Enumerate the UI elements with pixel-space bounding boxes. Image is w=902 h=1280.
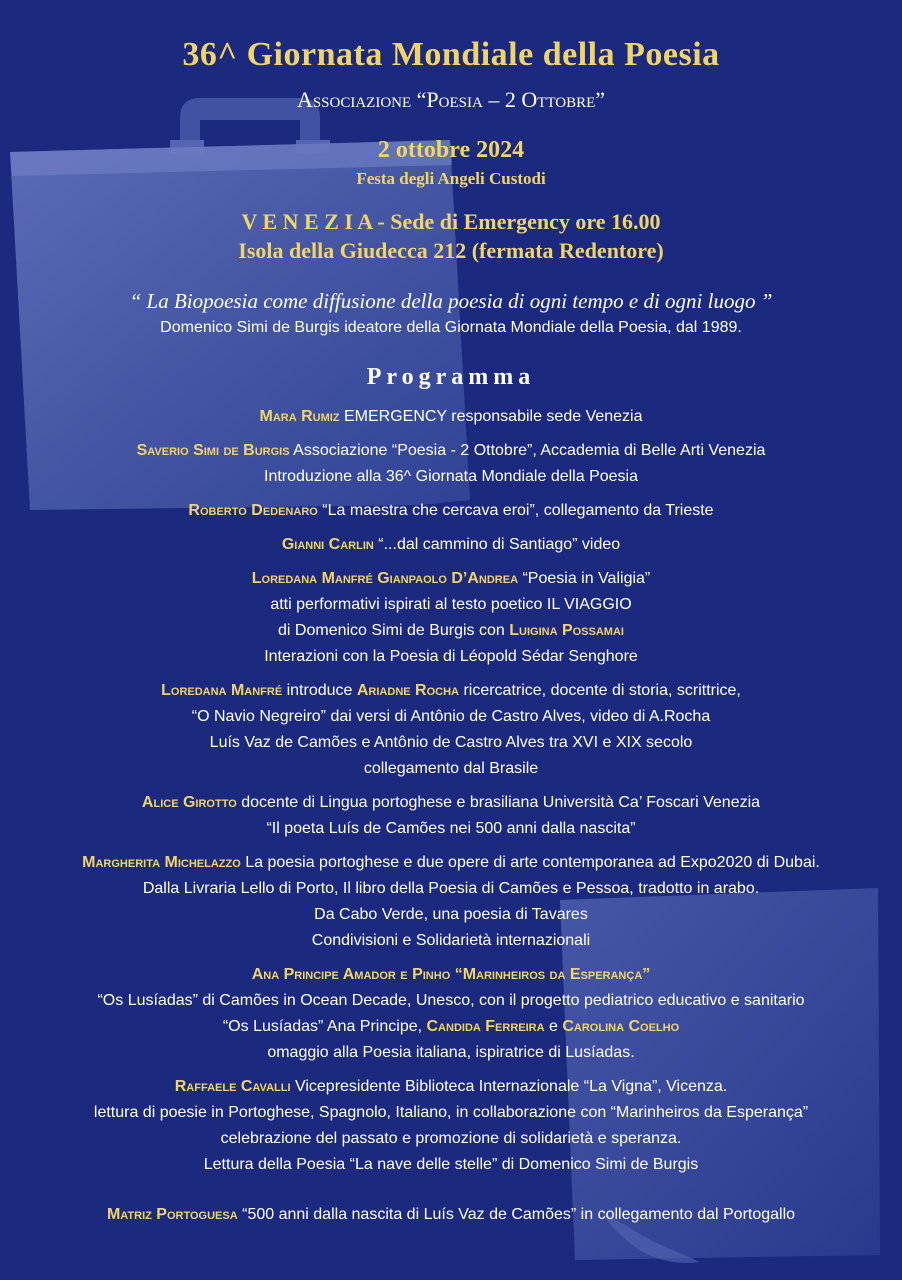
program-text: lettura di poesie in Portoghese, Spagnolo, Italiano, in collaborazione con “Marinheiros da Esperança” xyxy=(93,1104,809,1121)
association-name: Associazione “Poesia – 2 Ottobre” xyxy=(296,87,606,112)
program-line xyxy=(0,644,902,670)
program-text: La poesia portoghese e due opere di arte contemporanea ad Expo2020 di Dubai. xyxy=(240,854,820,871)
program-line xyxy=(0,790,902,816)
speaker-name: Matriz Portoguesa xyxy=(106,1206,238,1223)
ideator-credit: Domenico Simi de Burgis ideatore della Giornata Mondiale della Poesia, dal 1989. xyxy=(160,319,742,336)
venue-line-2: Isola della Giudecca 212 (fermata Redentore) xyxy=(238,238,664,263)
speaker-name: Carolina Coelho xyxy=(562,1018,680,1035)
program-line xyxy=(0,876,902,902)
program-text: Lettura della Poesia “La nave delle stelle” di Domenico Simi de Burgis xyxy=(203,1156,699,1173)
program-line xyxy=(0,1126,902,1152)
venue-line-1: V E N E Z I A - Sede di Emergency ore 16.00 xyxy=(241,209,661,234)
program-line xyxy=(0,756,902,782)
program-text: Da Cabo Verde, una poesia di Tavares xyxy=(314,906,588,923)
program-text: Luís Vaz de Camões e Antônio de Castro Alves tra XVI e XIX secolo xyxy=(209,734,693,751)
program-line xyxy=(0,404,902,430)
program-text: ricercatrice, docente di storia, scrittrice, xyxy=(459,682,741,699)
program-line xyxy=(0,1152,902,1178)
program-item xyxy=(0,962,902,1066)
speaker-name: Candida Ferreira xyxy=(426,1018,545,1035)
program-line xyxy=(0,1202,902,1228)
speaker-name: Alice Girotto xyxy=(141,794,237,811)
speaker-name: Loredana Manfré Gianpaolo D’Andrea xyxy=(251,570,519,587)
program-text: “Os Lusíadas” di Camões in Ocean Decade, Unesco, con il progetto pediatrico educativo e sanitario xyxy=(97,992,805,1009)
speaker-name: Ana Principe Amador e Pinho “Marinheiros da Esperança” xyxy=(251,966,651,983)
spacer xyxy=(0,1186,902,1202)
feast-name: Festa degli Angeli Custodi xyxy=(356,169,546,188)
program-item xyxy=(0,438,902,490)
program-text: collegamento dal Brasile xyxy=(363,760,539,777)
program-list xyxy=(0,404,902,1236)
program-line xyxy=(0,464,902,490)
event-title: 36^ Giornata Mondiale della Poesia xyxy=(182,36,720,73)
program-line xyxy=(0,850,902,876)
speaker-name: Luigina Possamai xyxy=(509,622,624,639)
program-text: atti performativi ispirati al testo poetico IL VIAGGIO xyxy=(270,596,632,613)
speaker-name: Gianni Carlin xyxy=(281,536,374,553)
program-item xyxy=(0,1074,902,1178)
program-text: “La maestra che cercava eroi”, collegamento da Trieste xyxy=(317,502,714,519)
program-text: Introduzione alla 36^ Giornata Mondiale della Poesia xyxy=(264,468,638,485)
program-line xyxy=(0,438,902,464)
speaker-name: Roberto Dedenaro xyxy=(188,502,318,519)
program-line xyxy=(0,566,902,592)
program-line xyxy=(0,532,902,558)
program-text: “Poesia in Valigia” xyxy=(518,570,651,587)
program-text: omaggio alla Poesia italiana, ispiratrice di Lusíadas. xyxy=(267,1044,635,1061)
program-line xyxy=(0,1040,902,1066)
speaker-name: Loredana Manfré xyxy=(161,682,283,699)
program-item xyxy=(0,498,902,524)
program-item xyxy=(0,566,902,670)
program-line xyxy=(0,618,902,644)
program-line xyxy=(0,498,902,524)
program-text: celebrazione del passato e promozione di solidarietà e speranza. xyxy=(220,1130,682,1147)
program-text: docente di Lingua portoghese e brasiliana Università Ca’ Foscari Venezia xyxy=(236,794,761,811)
program-text: “Os Lusíadas” Ana Principe, xyxy=(222,1018,427,1035)
program-line xyxy=(0,988,902,1014)
program-text: “500 anni dalla nascita di Luís Vaz de Camões” in collegamento dal Portogallo xyxy=(237,1206,796,1223)
program-item xyxy=(0,532,902,558)
program-text: introduce xyxy=(282,682,357,699)
speaker-name: Saverio Simi de Burgis xyxy=(136,442,290,459)
speaker-name: Raffaele Cavalli xyxy=(174,1078,291,1095)
program-line xyxy=(0,902,902,928)
program-line xyxy=(0,816,902,842)
motto-quote: “ La Biopoesia come diffusione della poesia di ogni tempo e di ogni luogo ” xyxy=(129,289,773,313)
program-text: Vicepresidente Biblioteca Internazionale “La Vigna”, Vicenza. xyxy=(290,1078,728,1095)
program-line xyxy=(0,928,902,954)
program-heading: Programma xyxy=(366,364,536,390)
speaker-name: Mara Rumiz xyxy=(259,408,340,425)
program-text: Associazione “Poesia - 2 Ottobre”, Accademia di Belle Arti Venezia xyxy=(289,442,766,459)
program-line xyxy=(0,678,902,704)
program-item xyxy=(0,790,902,842)
program-line xyxy=(0,592,902,618)
program-item xyxy=(0,678,902,782)
program-text: “Il poeta Luís de Camões nei 500 anni dalla nascita” xyxy=(266,820,636,837)
program-text: Interazioni con la Poesia di Léopold Sédar Senghore xyxy=(264,648,638,665)
program-line xyxy=(0,1100,902,1126)
program-item xyxy=(0,1202,902,1228)
event-date: 2 ottobre 2024 xyxy=(377,137,525,163)
program-text: “O Navio Negreiro” dai versi di Antônio de Castro Alves, video di A.Rocha xyxy=(191,708,711,725)
speaker-name: Margherita Michelazzo xyxy=(82,854,241,871)
program-line xyxy=(0,962,902,988)
program-text: di Domenico Simi de Burgis con xyxy=(278,622,510,639)
program-line xyxy=(0,1074,902,1100)
program-item xyxy=(0,404,902,430)
program-line xyxy=(0,730,902,756)
program-text: e xyxy=(544,1018,563,1035)
program-text: EMERGENCY responsabile sede Venezia xyxy=(339,408,643,425)
program-text: “...dal cammino di Santiago” video xyxy=(373,536,621,553)
speaker-name: Ariadne Rocha xyxy=(356,682,459,699)
program-text: Dalla Livraria Lello di Porto, Il libro della Poesia di Camões e Pessoa, tradotto in arabo. xyxy=(142,880,760,897)
program-line xyxy=(0,1014,902,1040)
program-line xyxy=(0,704,902,730)
program-item xyxy=(0,850,902,954)
program-text: Condivisioni e Solidarietà internazionali xyxy=(311,932,591,949)
